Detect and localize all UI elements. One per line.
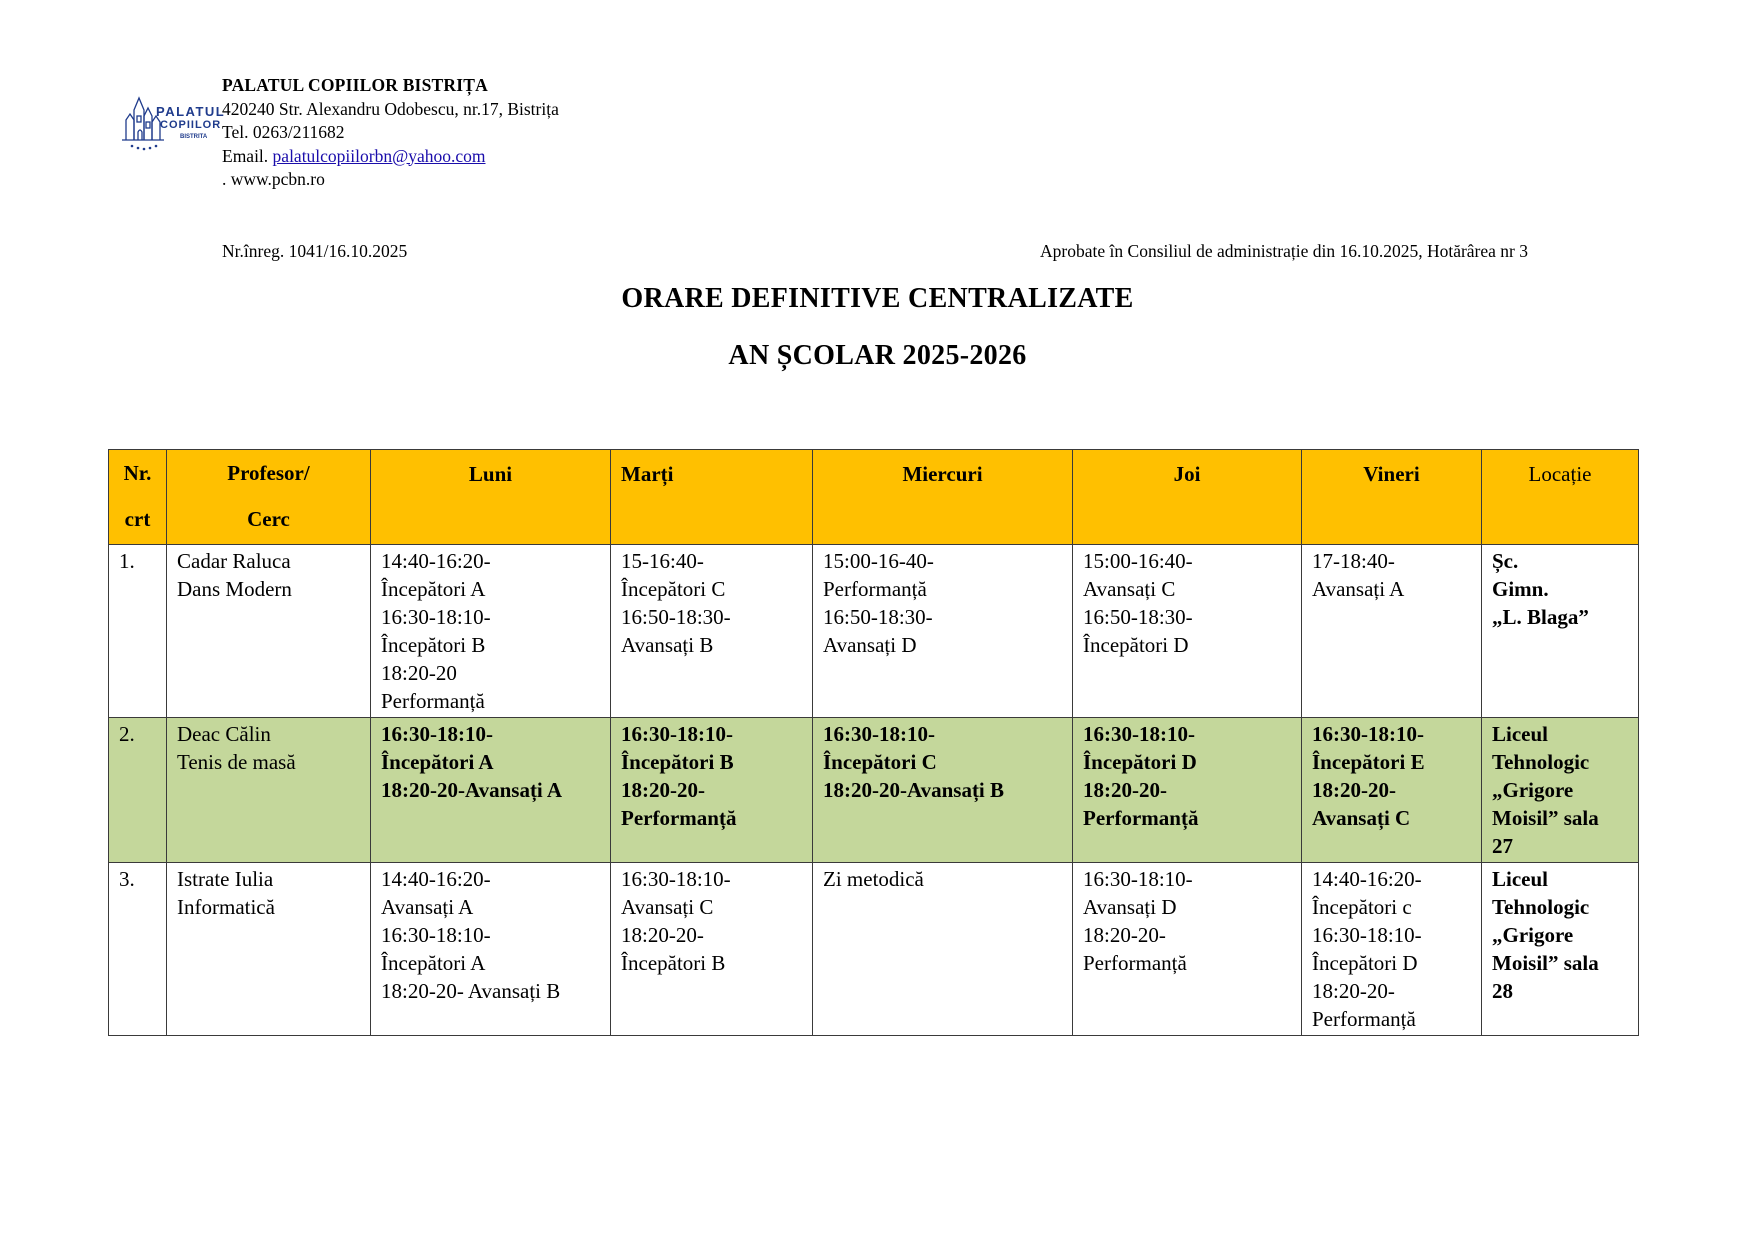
schedule-line: Începători C [621, 577, 726, 601]
schedule-line: Începători D [1083, 633, 1189, 657]
schedule-line: 15-16:40- [621, 549, 704, 573]
schedule-line: 16:30-18:10- [1083, 722, 1195, 746]
schedule-line: 17-18:40- [1312, 549, 1395, 573]
schedule-table [108, 449, 1639, 1036]
schedule-line: Începători B [621, 750, 734, 774]
schedule-line: Performanță [1083, 806, 1199, 830]
schedule-cell-tue [611, 718, 813, 863]
header-teacher: Profesor/ Cerc [167, 450, 371, 545]
location-cell [1482, 863, 1639, 1036]
schedule-cell-mon [371, 863, 611, 1036]
schedule-line: Începători D [1312, 951, 1418, 975]
logo-text-line2: COPIILOR [160, 119, 222, 131]
schedule-cell-fri [1302, 718, 1482, 863]
schedule-line: 18:20-20- Avansați B [381, 979, 561, 1003]
schedule-line: 16:30-18:10- [381, 605, 491, 629]
schedule-cell-wed [813, 545, 1073, 718]
schedule-line: 28 [1492, 979, 1513, 1003]
schedule-line: 15:00-16:40- [1083, 549, 1193, 573]
registration-number: Nr.înreg. 1041/16.10.2025 [222, 241, 408, 261]
schedule-line: 16:50-18:30- [1083, 605, 1193, 629]
schedule-line: Moisil” sala [1492, 951, 1599, 975]
circle-name: Tenis de masă [177, 750, 296, 774]
schedule-line: 18:20-20- [621, 778, 705, 802]
schedule-line: 14:40-16:20- [1312, 867, 1422, 891]
schedule-line: Începători E [1312, 750, 1425, 774]
schedule-line: 15:00-16-40- [823, 549, 934, 573]
schedule-line: „L. Blaga” [1492, 605, 1589, 629]
location-cell [1482, 718, 1639, 863]
header-location: Locație [1482, 450, 1639, 545]
row-number: 2. [109, 718, 167, 863]
schedule-line: Liceul [1492, 722, 1548, 746]
circle-name: Dans Modern [177, 577, 292, 601]
schedule-line: Începători D [1083, 750, 1197, 774]
circle-name: Informatică [177, 895, 275, 919]
row-number: 1. [109, 545, 167, 718]
schedule-line: Liceul [1492, 867, 1548, 891]
logo-text-line3: BISTRITA [180, 134, 208, 140]
schedule-line: Gimn. [1492, 577, 1549, 601]
schedule-line: 16:30-18:10- [1083, 867, 1193, 891]
schedule-line: 18:20-20- [1312, 778, 1396, 802]
teacher-name: Istrate Iulia [177, 867, 274, 891]
schedule-line: 18:20-20-Avansați A [381, 778, 563, 802]
header-tuesday: Marți [611, 450, 813, 545]
teacher-name: Cadar Raluca [177, 549, 291, 573]
schedule-line: Performanță [1083, 951, 1187, 975]
header-wednesday: Miercuri [813, 450, 1073, 545]
schedule-line: 16:30-18:10- [381, 722, 493, 746]
website: . www.pcbn.ro [222, 169, 325, 189]
schedule-line: 18:20-20- [1312, 979, 1395, 1003]
schedule-line: 16:30-18:10- [621, 722, 733, 746]
address: 420240 Str. Alexandru Odobescu, nr.17, Bistrița [222, 98, 559, 119]
header-thursday: Joi [1073, 450, 1302, 545]
schedule-cell-tue [611, 545, 813, 718]
schedule-line: 16:30-18:10- [381, 923, 491, 947]
table-row [109, 863, 1639, 1036]
schedule-line: Avansați A [381, 895, 474, 919]
schedule-line: 18:20-20- [621, 923, 704, 947]
schedule-cell-thu [1073, 718, 1302, 863]
teacher-circle-cell [167, 863, 371, 1036]
schedule-line: Avansați D [1083, 895, 1177, 919]
schedule-line: 14:40-16:20- [381, 867, 491, 891]
schedule-line: Avansați B [621, 633, 714, 657]
schedule-line: Începători A [381, 750, 494, 774]
schedule-cell-thu [1073, 545, 1302, 718]
organization-name: PALATUL COPIILOR BISTRIȚA [222, 75, 488, 95]
schedule-line: Performanță [381, 689, 485, 713]
schedule-line: Zi metodică [823, 867, 924, 891]
header-friday: Vineri [1302, 450, 1482, 545]
teacher-circle-cell [167, 545, 371, 718]
schedule-line: Performanță [1312, 1007, 1416, 1031]
schedule-cell-wed [813, 718, 1073, 863]
header-monday: Luni [371, 450, 611, 545]
page-title: ORARE DEFINITIVE CENTRALIZATE [621, 283, 1134, 314]
schedule-line: „Grigore [1492, 778, 1574, 802]
schedule-line: 16:30-18:10- [1312, 722, 1424, 746]
page-subtitle: AN ȘCOLAR 2025-2026 [728, 340, 1027, 371]
schedule-cell-mon [371, 718, 611, 863]
schedule-cell-tue [611, 863, 813, 1036]
schedule-line: Tehnologic [1492, 750, 1590, 774]
schedule-line: Începători B [381, 633, 486, 657]
table-header-row [109, 450, 1639, 545]
email-line [222, 145, 559, 169]
header-nr: Nr. crt [109, 450, 167, 545]
schedule-line: 16:50-18:30- [823, 605, 933, 629]
schedule-line: 16:30-18:10- [823, 722, 935, 746]
table-row [109, 545, 1639, 718]
schedule-line: 18:20-20 [381, 661, 457, 685]
phone: Tel. 0263/211682 [222, 122, 345, 142]
schedule-line: Avansați D [823, 633, 917, 657]
teacher-circle-cell [167, 718, 371, 863]
schedule-line: 14:40-16:20- [381, 549, 491, 573]
schedule-line: 16:30-18:10- [1312, 923, 1422, 947]
schedule-line: 18:20-20- [1083, 923, 1166, 947]
schedule-cell-fri [1302, 863, 1482, 1036]
logo-text-line1: PALATUL [156, 104, 226, 119]
schedule-line: Avansați A [1312, 577, 1405, 601]
schedule-line: Performanță [621, 806, 737, 830]
approval-note: Aprobate în Consiliul de administrație din 16.10.2025, Hotărârea nr 3 [1040, 241, 1528, 261]
schedule-line: 27 [1492, 834, 1513, 858]
schedule-line: Începători c [1312, 895, 1412, 919]
schedule-line: „Grigore [1492, 923, 1574, 947]
email-label: Email. [222, 145, 269, 166]
schedule-line: Începători A [381, 577, 486, 601]
schedule-line: Șc. [1492, 549, 1519, 573]
schedule-cell-wed [813, 863, 1073, 1036]
table-row [109, 718, 1639, 863]
schedule-line: 18:20-20-Avansați B [823, 778, 1005, 802]
schedule-line: Moisil” sala [1492, 806, 1599, 830]
schedule-line: Începători A [381, 951, 486, 975]
schedule-line: 18:20-20- [1083, 778, 1167, 802]
teacher-name: Deac Călin [177, 722, 271, 746]
schedule-line: 16:30-18:10- [621, 867, 731, 891]
schedule-line: Începători B [621, 951, 726, 975]
schedule-cell-fri [1302, 545, 1482, 718]
schedule-line: Avansați C [1312, 806, 1411, 830]
schedule-line: 16:50-18:30- [621, 605, 731, 629]
schedule-cell-thu [1073, 863, 1302, 1036]
schedule-cell-mon [371, 545, 611, 718]
schedule-line: Performanță [823, 577, 927, 601]
schedule-line: Tehnologic [1492, 895, 1590, 919]
location-cell [1482, 545, 1639, 718]
email-link[interactable]: palatulcopiilorbn@yahoo.com [272, 145, 486, 166]
row-number: 3. [109, 863, 167, 1036]
schedule-line: Avansați C [1083, 577, 1176, 601]
schedule-line: Avansați C [621, 895, 714, 919]
header-info [222, 74, 559, 192]
schedule-line: Începători C [823, 750, 937, 774]
